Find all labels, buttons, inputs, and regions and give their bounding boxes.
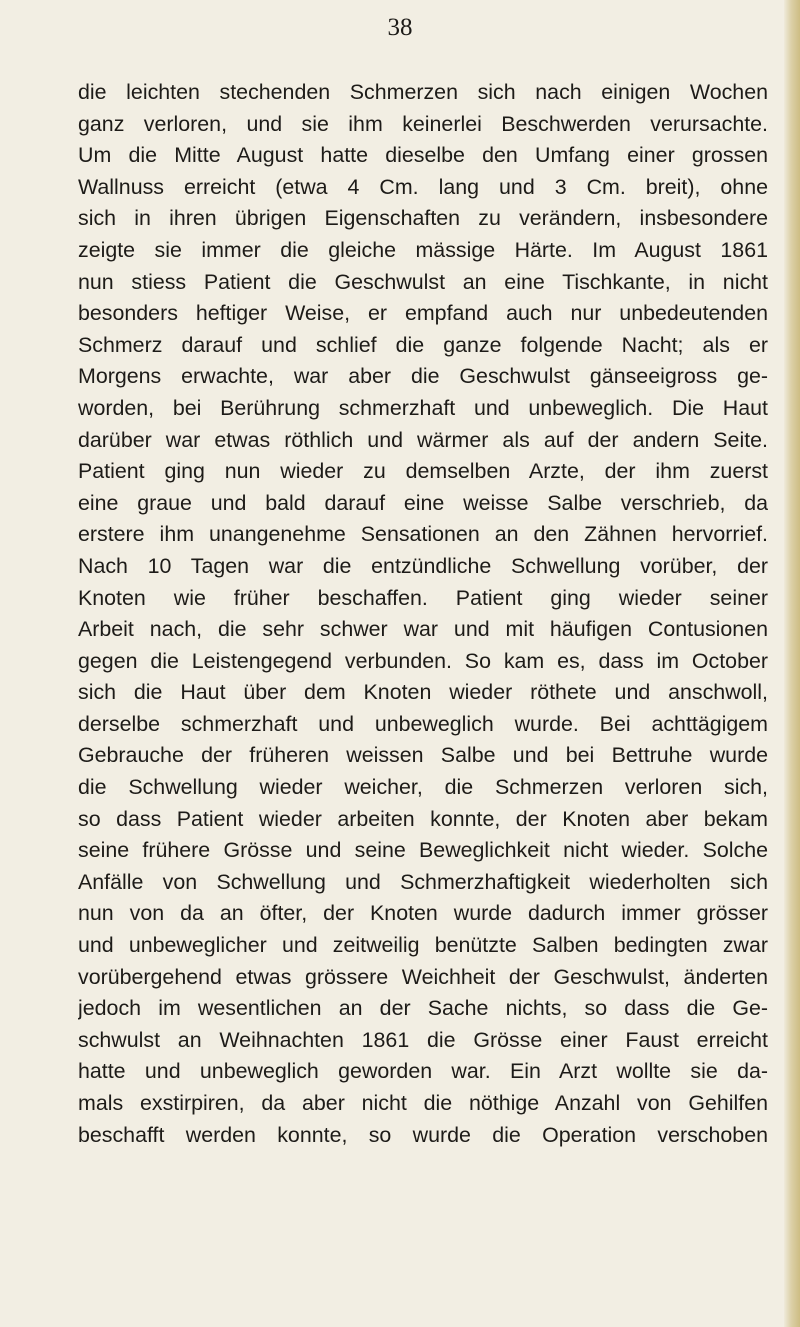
text-line: Schmerz darauf und schlief die ganze folgende Nacht; als er [78,332,768,357]
text-line: Nach 10 Tagen war die entzündliche Schwellung vorüber, der [78,553,768,578]
text-line: jedoch im wesentlichen an der Sache nichts, so dass die Ge- [78,996,768,1021]
text-line: Um die Mitte August hatte dieselbe den Umfang einer grossen [78,143,768,168]
text-line: mals exstirpiren, da aber nicht die nöthige Anzahl von Gehilfen [78,1091,768,1115]
text-line: Morgens erwachte, war aber die Geschwulst gänseeigross ge- [78,364,768,389]
text-line: nun von da an öfter, der Knoten wurde dadurch immer grösser [78,901,768,926]
text-line: beschafft werden konnte, so wurde die Operation verschoben [78,1122,768,1147]
text-line: eine graue und bald darauf eine weisse Salbe verschrieb, da [78,490,768,515]
text-line: zeigte sie immer die gleiche mässige Härte. Im August 1861 [78,237,768,262]
text-line: Knoten wie früher beschaffen. Patient ging wieder seiner [78,585,768,610]
page-number: 38 [387,14,413,41]
text-line: Arbeit nach, die sehr schwer war und mit häufigen Contusionen [78,617,768,642]
text-line: sich in ihren übrigen Eigenschaften zu verändern, insbesondere [78,206,768,231]
text-line: darüber war etwas röthlich und wärmer als auf der andern Seite. [78,427,768,452]
text-line: erstere ihm unangenehme Sensationen an den Zähnen hervorrief. [78,522,768,547]
page-edge-shadow [784,0,800,1327]
text-line: die leichten stechenden Schmerzen sich nach einigen Wochen [78,80,768,104]
text-line: Patient ging nun wieder zu demselben Arzte, der ihm zuerst [78,459,768,484]
text-line: gegen die Leistengegend verbunden. So kam es, dass im October [78,648,768,673]
text-line: Wallnuss erreicht (etwa 4 Cm. lang und 3 Cm. breit), ohne [78,174,768,199]
text-line: hatte und unbeweglich geworden war. Ein Arzt wollte sie da- [78,1059,768,1084]
text-line: ganz verloren, und sie ihm keinerlei Beschwerden verursachte. [78,111,768,136]
text-line: so dass Patient wieder arbeiten konnte, der Knoten aber bekam [78,806,768,831]
text-line: sich die Haut über dem Knoten wieder röthete und anschwoll, [78,680,768,705]
text-line: derselbe schmerzhaft und unbeweglich wurde. Bei achttägigem [78,711,768,736]
text-line: besonders heftiger Weise, er empfand auch nur unbedeutenden [78,301,768,326]
text-line: schwulst an Weihnachten 1861 die Grösse einer Faust erreicht [78,1027,768,1052]
text-line: und unbeweglicher und zeitweilig benützte Salben bedingten zwar [78,933,768,958]
text-line: seine frühere Grösse und seine Beweglichkeit nicht wieder. Solche [78,838,768,863]
text-line: worden, bei Berührung schmerzhaft und unbeweglich. Die Haut [78,395,768,420]
text-line: Anfälle von Schwellung und Schmerzhaftigkeit wiederholten sich [78,869,768,894]
text-line: Gebrauche der früheren weissen Salbe und bei Bettruhe wurde [78,743,768,768]
text-line: vorübergehend etwas grössere Weichheit der Geschwulst, änderten [78,964,768,989]
text-line: die Schwellung wieder weicher, die Schmerzen verloren sich, [78,775,768,800]
body-text [78,77,768,1151]
text-line: nun stiess Patient die Geschwulst an eine Tischkante, in nicht [78,269,768,294]
